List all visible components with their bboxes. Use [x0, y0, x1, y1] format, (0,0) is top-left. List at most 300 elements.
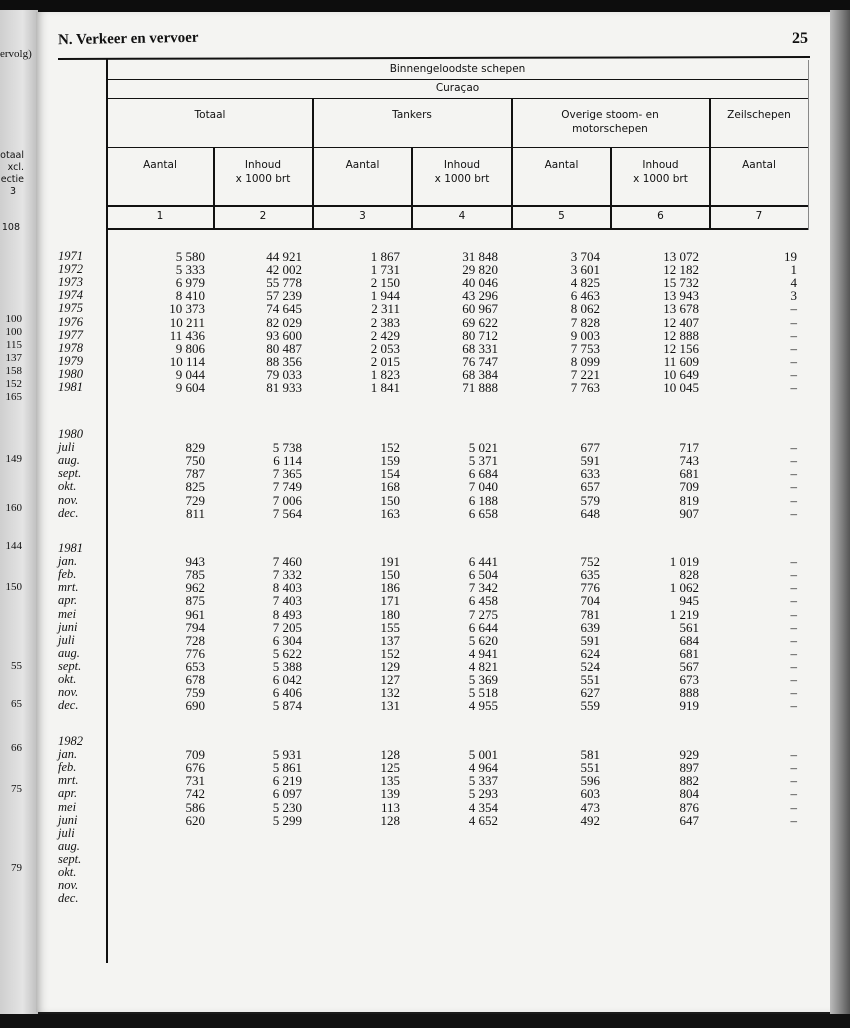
cell-col-5: 7 221: [570, 366, 600, 382]
row-label: nov.: [58, 685, 79, 700]
table-row: [0, 660, 850, 673]
cell-col-7: –: [790, 619, 797, 635]
table-row: [0, 879, 850, 892]
cell-col-7: –: [790, 658, 797, 674]
cell-col-7: –: [790, 453, 797, 469]
cell-col-4: 6 504: [468, 567, 498, 583]
cell-col-1: 961: [185, 606, 205, 622]
cell-col-2: 6 042: [272, 672, 302, 687]
row-label: nov.: [58, 492, 79, 507]
row-label: mrt.: [58, 773, 79, 788]
cell-col-1: 9 044: [175, 366, 205, 382]
cell-col-5: 591: [580, 632, 600, 648]
cell-col-1: 5 580: [175, 249, 205, 264]
margin-value: 79: [11, 862, 22, 874]
cell-col-4: 4 941: [468, 645, 498, 661]
cell-col-3: 152: [380, 645, 400, 661]
subheader-6: Inhoud: [642, 159, 679, 171]
section-label: 1982: [58, 734, 83, 748]
cell-col-6: 743: [679, 453, 699, 469]
cell-col-4: 5 518: [468, 685, 498, 701]
margin-value: 100: [5, 326, 22, 338]
cell-col-3: 180: [380, 606, 400, 622]
cell-col-7: –: [790, 632, 797, 648]
cell-col-4: 29 820: [462, 262, 498, 278]
cell-col-7: –: [790, 773, 797, 789]
cell-col-1: 742: [185, 786, 205, 802]
table-row: [0, 866, 850, 879]
margin-value: 137: [5, 352, 22, 364]
cell-col-4: 4 652: [468, 812, 498, 828]
cell-col-6: 907: [679, 505, 699, 521]
margin-value: 149: [5, 453, 22, 465]
margin-value: 75: [11, 783, 22, 795]
table-row: [0, 594, 850, 607]
cell-col-5: 635: [580, 567, 600, 583]
cell-col-2: 8 403: [272, 580, 302, 596]
cell-col-3: 113: [380, 799, 400, 815]
page-title: N. Verkeer en vervoer: [57, 29, 199, 49]
cell-col-2: 7 403: [272, 593, 302, 609]
cell-col-4: 4 821: [468, 658, 498, 674]
cell-col-3: 137: [380, 632, 400, 648]
table-row: [0, 368, 850, 381]
cell-col-7: –: [790, 593, 797, 609]
cell-col-6: 819: [679, 492, 699, 508]
cell-col-4: 40 046: [462, 275, 498, 291]
row-label: juni: [58, 812, 78, 827]
cell-col-3: 150: [380, 492, 400, 508]
column-number-1: 1: [156, 210, 164, 222]
margin-column-number: 108: [1, 222, 20, 233]
table-row: [0, 686, 850, 699]
cell-col-4: 7 275: [468, 606, 498, 622]
cell-col-6: 828: [679, 567, 699, 583]
cell-col-3: 168: [380, 479, 400, 495]
table-row: [0, 316, 850, 329]
row-label: mei: [58, 799, 77, 814]
cell-col-5: 7 763: [570, 380, 600, 395]
cell-col-6: 647: [679, 812, 699, 828]
cell-col-5: 752: [580, 554, 600, 570]
table-row: [0, 748, 850, 761]
row-label: jan.: [58, 747, 78, 762]
cell-col-1: 759: [185, 685, 205, 701]
row-label: sept.: [58, 466, 82, 481]
table-row: [0, 634, 850, 647]
row-label: okt.: [58, 672, 77, 686]
table-row: [0, 827, 850, 840]
cell-col-5: 551: [580, 672, 600, 687]
cell-col-6: 919: [679, 698, 699, 714]
cell-col-2: 6 097: [272, 786, 302, 802]
cell-col-6: 709: [679, 479, 699, 495]
cell-col-3: 159: [380, 453, 400, 469]
table-row: [0, 673, 850, 686]
cell-col-7: –: [790, 786, 797, 802]
column-number-3: 3: [359, 210, 366, 222]
cell-col-7: –: [790, 799, 797, 815]
cell-col-1: 9 806: [175, 340, 205, 356]
table-row: [0, 787, 850, 800]
cell-col-7: –: [790, 314, 797, 330]
cell-col-5: 781: [580, 606, 600, 622]
cell-col-7: –: [790, 580, 797, 596]
cell-col-3: 1 841: [370, 380, 400, 395]
section-label: 1980: [58, 427, 83, 441]
cell-col-1: 678: [185, 672, 205, 687]
group-header-totaal: Totaal: [194, 109, 226, 121]
table-row: [0, 494, 850, 507]
row-label: 1971: [58, 249, 83, 263]
cell-col-7: –: [790, 505, 797, 521]
cell-col-1: 794: [185, 619, 205, 635]
cell-col-1: 10 114: [169, 353, 205, 369]
cell-col-3: 152: [380, 440, 400, 456]
scan-bottom-border: [0, 1014, 850, 1028]
cell-col-2: 7 205: [272, 619, 302, 635]
margin-value: 150: [5, 581, 22, 593]
cell-col-1: 620: [185, 812, 205, 828]
cell-col-5: 677: [580, 440, 600, 456]
cell-col-1: 690: [185, 698, 205, 714]
cell-col-5: 473: [580, 799, 600, 815]
cell-col-5: 581: [580, 747, 600, 763]
cell-col-4: 4 955: [468, 698, 498, 714]
row-label: 1980: [58, 366, 83, 381]
cell-col-6: 681: [679, 645, 699, 661]
section-label: 1981: [58, 541, 83, 555]
table-row: [0, 699, 850, 712]
cell-col-3: 191: [380, 554, 400, 570]
cell-col-1: 10 373: [169, 301, 205, 317]
cell-col-6: 897: [679, 760, 699, 776]
cell-col-3: 128: [380, 747, 400, 763]
cell-col-4: 68 384: [462, 366, 498, 382]
cell-col-1: 11 436: [169, 327, 205, 343]
table-row: [0, 276, 850, 289]
cell-col-6: 15 732: [663, 275, 699, 291]
cell-col-7: –: [790, 554, 797, 570]
cell-col-1: 729: [185, 492, 205, 508]
cell-col-2: 5 388: [272, 658, 302, 674]
cell-col-1: 653: [185, 658, 205, 674]
cell-col-3: 150: [380, 567, 400, 583]
cell-col-2: 6 114: [273, 453, 302, 469]
cell-col-7: –: [790, 760, 797, 776]
table-row: [0, 647, 850, 660]
cell-col-5: 704: [580, 593, 600, 609]
cell-col-2: 5 931: [272, 747, 302, 763]
cell-col-6: 929: [679, 747, 699, 763]
cell-col-1: 829: [185, 440, 205, 456]
row-label: 1978: [58, 340, 83, 355]
cell-col-3: 2 311: [371, 301, 400, 317]
cell-col-4: 31 848: [462, 249, 498, 264]
row-label: dec.: [58, 891, 79, 906]
cell-col-1: 8 410: [175, 288, 205, 304]
column-number-7: 7: [755, 210, 763, 222]
cell-col-2: 7 460: [272, 554, 302, 570]
cell-col-4: 6 441: [468, 554, 498, 570]
cell-col-7: –: [790, 353, 797, 369]
cell-col-1: 676: [185, 760, 205, 776]
table-title: Binnengeloodste schepen: [389, 63, 526, 75]
cell-col-6: 717: [679, 440, 699, 456]
row-label: mei: [58, 606, 77, 621]
subheader-3: Aantal: [345, 159, 380, 171]
cell-col-4: 5 001: [468, 747, 498, 763]
cell-col-3: 163: [380, 505, 400, 521]
cell-col-7: –: [790, 466, 797, 482]
cell-col-5: 657: [580, 479, 600, 495]
cell-col-6: 888: [679, 685, 699, 701]
cell-col-2: 7 564: [272, 505, 302, 521]
cell-col-2: 6 219: [272, 773, 302, 789]
cell-col-4: 5 021: [468, 440, 498, 456]
margin-head-line: 3: [9, 186, 16, 197]
cell-col-1: 728: [185, 632, 205, 648]
cell-col-1: 731: [185, 773, 205, 789]
table-row: [0, 840, 850, 853]
cell-col-6: 804: [679, 786, 699, 802]
cell-col-3: 186: [380, 580, 400, 596]
cell-col-5: 3 704: [570, 249, 600, 264]
cell-col-4: 5 369: [468, 672, 498, 687]
margin-fragment: ervolg): [0, 48, 32, 60]
cell-col-5: 603: [580, 786, 600, 802]
cell-col-5: 627: [580, 685, 600, 701]
cell-col-2: 7 006: [272, 492, 302, 508]
table-row: [0, 621, 850, 634]
cell-col-3: 129: [380, 658, 400, 674]
cell-col-7: –: [790, 672, 797, 687]
cell-col-5: 579: [580, 492, 600, 508]
cell-col-5: 9 003: [570, 327, 600, 343]
row-label: jan.: [58, 554, 78, 569]
margin-value: 65: [11, 698, 22, 710]
table-subtitle: Curaçao: [435, 82, 480, 94]
cell-col-2: 7 365: [272, 466, 302, 482]
cell-col-3: 125: [380, 760, 400, 776]
cell-col-1: 811: [185, 505, 205, 521]
row-label: sept.: [58, 851, 82, 866]
cell-col-5: 6 463: [570, 288, 600, 304]
cell-col-1: 785: [185, 567, 205, 583]
cell-col-6: 13 072: [663, 249, 699, 264]
subheader-unit-2: x 1000 brt: [235, 173, 291, 185]
cell-col-6: 13 678: [663, 301, 699, 317]
cell-col-6: 1 019: [669, 554, 699, 570]
cell-col-1: 875: [185, 593, 205, 609]
margin-value: 144: [5, 540, 22, 552]
cell-col-1: 787: [185, 466, 205, 482]
cell-col-4: 6 684: [468, 466, 498, 482]
cell-col-3: 131: [380, 698, 400, 714]
cell-col-2: 8 493: [272, 606, 302, 622]
cell-col-3: 171: [380, 593, 400, 609]
table-row: [0, 342, 850, 355]
cell-col-3: 154: [380, 466, 400, 482]
cell-col-5: 3 601: [570, 262, 600, 278]
cell-col-4: 5 371: [468, 453, 498, 469]
margin-value: 100: [5, 313, 22, 325]
cell-col-2: 5 861: [272, 760, 302, 776]
row-label: 1979: [58, 353, 83, 368]
cell-col-2: 88 356: [266, 353, 302, 369]
row-label: juli: [58, 440, 75, 455]
cell-col-6: 684: [679, 632, 699, 648]
table-row: [0, 480, 850, 493]
margin-value: 160: [5, 502, 22, 514]
cell-col-5: 624: [580, 645, 600, 661]
group-header-overige: Overige stoom- en motorschepen: [561, 109, 659, 135]
margin-head-line: ectie: [0, 174, 24, 185]
table-row: [0, 761, 850, 774]
row-label: 1981: [58, 380, 83, 394]
row-label: aug.: [58, 645, 80, 660]
cell-col-1: 5 333: [175, 262, 205, 278]
cell-col-2: 74 645: [266, 301, 302, 317]
table-row: [0, 814, 850, 827]
row-label: 1972: [58, 262, 83, 277]
cell-col-7: –: [790, 340, 797, 356]
cell-col-4: 7 342: [468, 580, 498, 596]
table-row: [0, 801, 850, 814]
cell-col-6: 882: [679, 773, 699, 789]
margin-value: 158: [5, 365, 22, 377]
cell-col-7: –: [790, 812, 797, 828]
cell-col-7: –: [790, 698, 797, 714]
row-label: apr.: [58, 786, 78, 801]
cell-col-7: –: [790, 685, 797, 701]
table-row: [0, 608, 850, 621]
cell-col-6: 12 407: [663, 314, 699, 330]
margin-value: 165: [5, 391, 22, 403]
cell-col-5: 559: [580, 698, 600, 714]
cell-col-6: 876: [679, 799, 699, 815]
subheader-1: Aantal: [143, 159, 177, 171]
row-label: juli: [58, 825, 75, 840]
margin-value: 55: [11, 660, 22, 672]
cell-col-2: 7 749: [272, 479, 302, 495]
cell-col-6: 13 943: [663, 288, 699, 304]
row-label: 1977: [58, 327, 83, 342]
table-row: [0, 454, 850, 467]
cell-col-6: 12 182: [663, 262, 699, 278]
cell-col-2: 7 332: [272, 567, 302, 583]
cell-col-7: –: [790, 440, 797, 456]
cell-col-5: 633: [580, 466, 600, 482]
row-label: sept.: [58, 658, 82, 673]
table-row: [0, 853, 850, 866]
row-label: aug.: [58, 453, 80, 468]
cell-col-1: 825: [185, 479, 205, 495]
row-label: okt.: [58, 865, 77, 879]
cell-col-4: 5 293: [468, 786, 498, 802]
cell-col-2: 6 304: [272, 632, 302, 648]
cell-col-6: 10 045: [663, 380, 699, 395]
row-label: 1974: [58, 288, 83, 303]
cell-col-1: 750: [185, 453, 205, 469]
cell-col-6: 945: [679, 593, 699, 609]
row-label: apr.: [58, 593, 78, 608]
cell-col-5: 591: [580, 453, 600, 469]
cell-col-2: 79 033: [266, 366, 302, 382]
row-label: feb.: [58, 567, 77, 582]
row-label: 1976: [58, 314, 83, 329]
cell-col-4: 71 888: [462, 380, 498, 395]
cell-col-3: 132: [380, 685, 400, 701]
cell-col-6: 10 649: [663, 366, 699, 382]
cell-col-6: 673: [679, 672, 699, 687]
cell-col-2: 6 406: [272, 685, 302, 701]
column-number-4: 4: [458, 210, 466, 222]
row-label: mrt.: [58, 580, 79, 595]
row-label: 1973: [58, 275, 83, 290]
cell-col-5: 596: [580, 773, 600, 789]
margin-value: 115: [5, 339, 22, 351]
cell-col-4: 6 188: [468, 492, 498, 508]
margin-value: 152: [5, 378, 22, 390]
cell-col-7: –: [790, 747, 797, 763]
table-row: [0, 289, 850, 302]
row-label: dec.: [58, 505, 79, 520]
cell-col-1: 962: [185, 580, 205, 596]
row-label: juni: [58, 619, 78, 634]
cell-col-7: 19: [784, 249, 797, 264]
cell-col-1: 586: [185, 799, 205, 815]
cell-col-4: 76 747: [462, 353, 498, 369]
cell-col-3: 1 867: [370, 249, 400, 264]
cell-col-5: 776: [580, 580, 600, 596]
row-label: aug.: [58, 838, 80, 853]
subheader-unit-4: x 1000 brt: [434, 173, 490, 185]
table-row: [0, 467, 850, 480]
cell-col-3: 1 731: [370, 262, 400, 278]
cell-col-3: 1 823: [370, 366, 400, 382]
table-row: [0, 441, 850, 454]
column-number-5: 5: [558, 210, 565, 222]
table-row: [0, 381, 850, 394]
cell-col-4: 68 331: [462, 340, 498, 356]
cell-col-7: –: [790, 327, 797, 343]
cell-col-5: 7 753: [570, 340, 600, 356]
cell-col-4: 69 622: [462, 314, 498, 330]
table-row: [0, 774, 850, 787]
table-row: [0, 581, 850, 594]
cell-col-3: 2 015: [370, 353, 400, 369]
cell-col-3: 128: [380, 812, 400, 828]
table-row: [0, 555, 850, 568]
margin-head-line: xcl.: [7, 162, 24, 173]
cell-col-1: 6 979: [175, 275, 205, 291]
cell-col-3: 1 944: [370, 288, 400, 304]
cell-col-4: 4 354: [468, 799, 498, 815]
cell-col-5: 551: [580, 760, 600, 776]
cell-col-7: 3: [790, 288, 797, 304]
row-label: dec.: [58, 698, 79, 713]
cell-col-1: 9 604: [175, 380, 205, 395]
margin-value: 66: [11, 742, 22, 754]
cell-col-2: 93 600: [266, 327, 302, 343]
subheader-2: Inhoud: [244, 159, 282, 171]
cell-col-1: 943: [185, 554, 205, 570]
cell-col-2: 5 622: [272, 645, 302, 661]
cell-col-2: 81 933: [266, 380, 302, 395]
cell-col-7: –: [790, 380, 797, 395]
subheader-4: Inhoud: [443, 159, 481, 171]
